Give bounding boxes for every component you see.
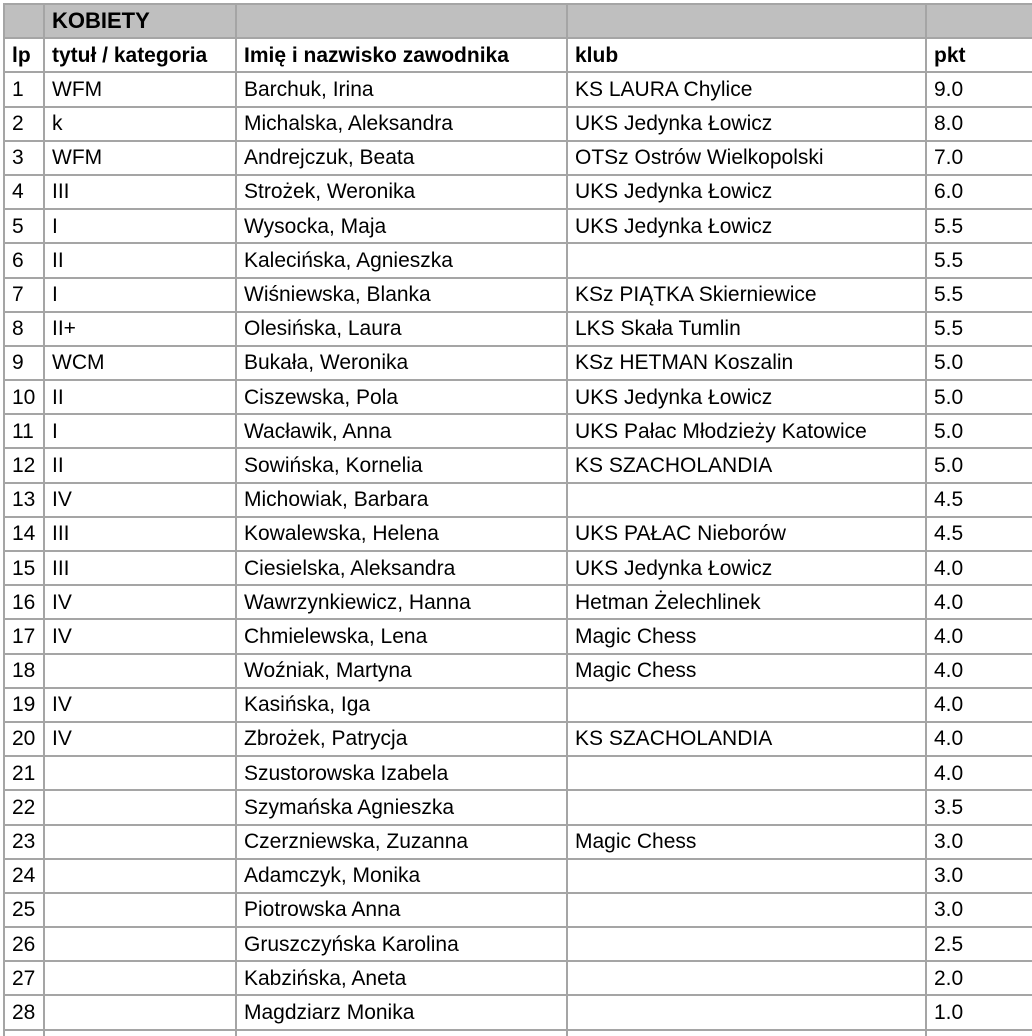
cell-lp: 9 [4,346,44,380]
cell-klub: KS LAURA Chylice [567,72,926,106]
cell-klub [567,859,926,893]
table-row [4,175,1032,209]
cell-klub: UKS Jedynka Łowicz [567,175,926,209]
cell-pkt: 5.5 [926,209,1032,243]
cell-lp: 2 [4,107,44,141]
table-row [4,585,1032,619]
table-row [4,346,1032,380]
cell-name: Kabzińska, Aneta [236,961,567,995]
title-cell-lp [4,4,44,38]
cell-klub: OTSz Ostrów Wielkopolski [567,141,926,175]
cell-klub: LKS Skała Tumlin [567,312,926,346]
table-row [4,995,1032,1029]
cell-kategoria: I [44,209,236,243]
cell-kategoria [44,1030,236,1036]
cell-name: Olesińska, Laura [236,312,567,346]
cell-kategoria: I [44,278,236,312]
table-row [4,688,1032,722]
table-row [4,654,1032,688]
table-row [4,619,1032,653]
cell-pkt: 5.5 [926,243,1032,277]
cell-pkt: 4.5 [926,483,1032,517]
cell-pkt: 3.0 [926,859,1032,893]
col-header-kategoria: tytuł / kategoria [44,38,236,72]
table-row [4,141,1032,175]
cell-lp: 22 [4,790,44,824]
cell-name: Bukała, Weronika [236,346,567,380]
cell-kategoria [44,927,236,961]
table-title: KOBIETY [44,4,236,38]
cell-pkt: 5.0 [926,448,1032,482]
cell-name [236,1030,567,1036]
cell-lp: 11 [4,414,44,448]
table-row [4,243,1032,277]
cell-kategoria: IV [44,483,236,517]
cell-kategoria: IV [44,619,236,653]
cell-kategoria: IV [44,585,236,619]
table-row [4,380,1032,414]
title-cell-name [236,4,567,38]
cell-klub: Magic Chess [567,654,926,688]
cell-kategoria: WFM [44,141,236,175]
cell-kategoria [44,825,236,859]
cell-kategoria: III [44,175,236,209]
table-row [4,927,1032,961]
cell-name: Czerzniewska, Zuzanna [236,825,567,859]
cell-kategoria: III [44,517,236,551]
cell-pkt: 8.0 [926,107,1032,141]
cell-kategoria [44,893,236,927]
cell-klub: KS SZACHOLANDIA [567,722,926,756]
cell-lp: 28 [4,995,44,1029]
cell-klub: Magic Chess [567,619,926,653]
cell-lp: 5 [4,209,44,243]
cell-lp: 23 [4,825,44,859]
cell-klub: Hetman Żelechlinek [567,585,926,619]
cell-lp: 17 [4,619,44,653]
cell-name: Barchuk, Irina [236,72,567,106]
cell-pkt: 2.0 [926,961,1032,995]
table-row [4,1030,1032,1036]
cell-lp: 15 [4,551,44,585]
cell-pkt: 5.0 [926,380,1032,414]
cell-kategoria: II [44,380,236,414]
cell-kategoria [44,790,236,824]
cell-name: Michalska, Aleksandra [236,107,567,141]
table-row [4,312,1032,346]
cell-pkt: 4.0 [926,756,1032,790]
cell-lp: 13 [4,483,44,517]
cell-name: Michowiak, Barbara [236,483,567,517]
cell-pkt [926,1030,1032,1036]
cell-lp: 27 [4,961,44,995]
cell-name: Woźniak, Martyna [236,654,567,688]
cell-lp: 24 [4,859,44,893]
cell-pkt: 1.0 [926,995,1032,1029]
cell-pkt: 4.0 [926,585,1032,619]
cell-klub [567,927,926,961]
table-row [4,278,1032,312]
table-row [4,790,1032,824]
cell-name: Ciszewska, Pola [236,380,567,414]
table-row [4,961,1032,995]
cell-kategoria: II [44,448,236,482]
cell-kategoria: II [44,243,236,277]
cell-name: Strożek, Weronika [236,175,567,209]
table-row [4,72,1032,106]
cell-name: Wysocka, Maja [236,209,567,243]
cell-kategoria: WFM [44,72,236,106]
cell-name: Sowińska, Kornelia [236,448,567,482]
cell-pkt: 4.0 [926,688,1032,722]
cell-name: Gruszczyńska Karolina [236,927,567,961]
results-table [3,3,1032,1036]
cell-klub: KS SZACHOLANDIA [567,448,926,482]
table-row [4,551,1032,585]
cell-name: Wawrzynkiewicz, Hanna [236,585,567,619]
cell-klub: KSz PIĄTKA Skierniewice [567,278,926,312]
cell-name: Kowalewska, Helena [236,517,567,551]
cell-pkt: 4.0 [926,722,1032,756]
cell-name: Szymańska Agnieszka [236,790,567,824]
cell-lp: 10 [4,380,44,414]
cell-kategoria: WCM [44,346,236,380]
cell-lp: 16 [4,585,44,619]
cell-name: Wacławik, Anna [236,414,567,448]
table-row [4,517,1032,551]
title-cell-klub [567,4,926,38]
cell-pkt: 3.0 [926,825,1032,859]
table-row [4,859,1032,893]
cell-lp: 20 [4,722,44,756]
cell-lp: 8 [4,312,44,346]
table-row [4,209,1032,243]
table-header-row [4,38,1032,72]
cell-klub [567,483,926,517]
cell-kategoria: III [44,551,236,585]
cell-pkt: 5.5 [926,312,1032,346]
cell-pkt: 9.0 [926,72,1032,106]
cell-pkt: 4.0 [926,619,1032,653]
cell-klub [567,1030,926,1036]
cell-pkt: 5.5 [926,278,1032,312]
cell-name: Kasińska, Iga [236,688,567,722]
cell-name: Piotrowska Anna [236,893,567,927]
cell-name: Magdziarz Monika [236,995,567,1029]
cell-lp: 19 [4,688,44,722]
table-row [4,756,1032,790]
table-title-row [4,4,1032,38]
cell-klub: UKS Jedynka Łowicz [567,551,926,585]
cell-pkt: 4.0 [926,654,1032,688]
cell-lp: 18 [4,654,44,688]
cell-klub: UKS Jedynka Łowicz [567,107,926,141]
col-header-klub: klub [567,38,926,72]
col-header-lp: lp [4,38,44,72]
table-row [4,893,1032,927]
cell-pkt: 3.0 [926,893,1032,927]
title-cell-pkt [926,4,1032,38]
cell-name: Ciesielska, Aleksandra [236,551,567,585]
cell-lp [4,1030,44,1036]
cell-pkt: 4.0 [926,551,1032,585]
cell-klub: UKS PAŁAC Nieborów [567,517,926,551]
cell-klub: UKS Pałac Młodzieży Katowice [567,414,926,448]
cell-kategoria: k [44,107,236,141]
cell-lp: 12 [4,448,44,482]
table-body [4,72,1032,1036]
cell-lp: 25 [4,893,44,927]
cell-name: Chmielewska, Lena [236,619,567,653]
cell-lp: 26 [4,927,44,961]
cell-lp: 1 [4,72,44,106]
cell-pkt: 6.0 [926,175,1032,209]
cell-klub [567,756,926,790]
cell-name: Szustorowska Izabela [236,756,567,790]
cell-kategoria [44,654,236,688]
cell-lp: 7 [4,278,44,312]
cell-lp: 4 [4,175,44,209]
table-row [4,722,1032,756]
cell-name: Zbrożek, Patrycja [236,722,567,756]
cell-kategoria [44,961,236,995]
cell-name: Adamczyk, Monika [236,859,567,893]
col-header-pkt: pkt [926,38,1032,72]
cell-klub [567,995,926,1029]
cell-klub: Magic Chess [567,825,926,859]
col-header-name: Imię i nazwisko zawodnika [236,38,567,72]
cell-kategoria [44,995,236,1029]
cell-lp: 21 [4,756,44,790]
cell-klub [567,688,926,722]
cell-klub: UKS Jedynka Łowicz [567,209,926,243]
cell-pkt: 5.0 [926,414,1032,448]
cell-klub [567,961,926,995]
cell-klub [567,243,926,277]
cell-name: Kalecińska, Agnieszka [236,243,567,277]
cell-pkt: 7.0 [926,141,1032,175]
cell-pkt: 2.5 [926,927,1032,961]
cell-klub [567,790,926,824]
table-row [4,483,1032,517]
table-row [4,448,1032,482]
cell-kategoria: IV [44,688,236,722]
cell-kategoria: IV [44,722,236,756]
cell-name: Andrejczuk, Beata [236,141,567,175]
cell-pkt: 3.5 [926,790,1032,824]
cell-klub: KSz HETMAN Koszalin [567,346,926,380]
cell-lp: 14 [4,517,44,551]
table-row [4,414,1032,448]
cell-pkt: 5.0 [926,346,1032,380]
cell-lp: 3 [4,141,44,175]
cell-kategoria: I [44,414,236,448]
cell-name: Wiśniewska, Blanka [236,278,567,312]
cell-kategoria [44,756,236,790]
table-row [4,107,1032,141]
table-row [4,825,1032,859]
cell-klub [567,893,926,927]
cell-klub: UKS Jedynka Łowicz [567,380,926,414]
cell-lp: 6 [4,243,44,277]
cell-kategoria: II+ [44,312,236,346]
cell-kategoria [44,859,236,893]
cell-pkt: 4.5 [926,517,1032,551]
